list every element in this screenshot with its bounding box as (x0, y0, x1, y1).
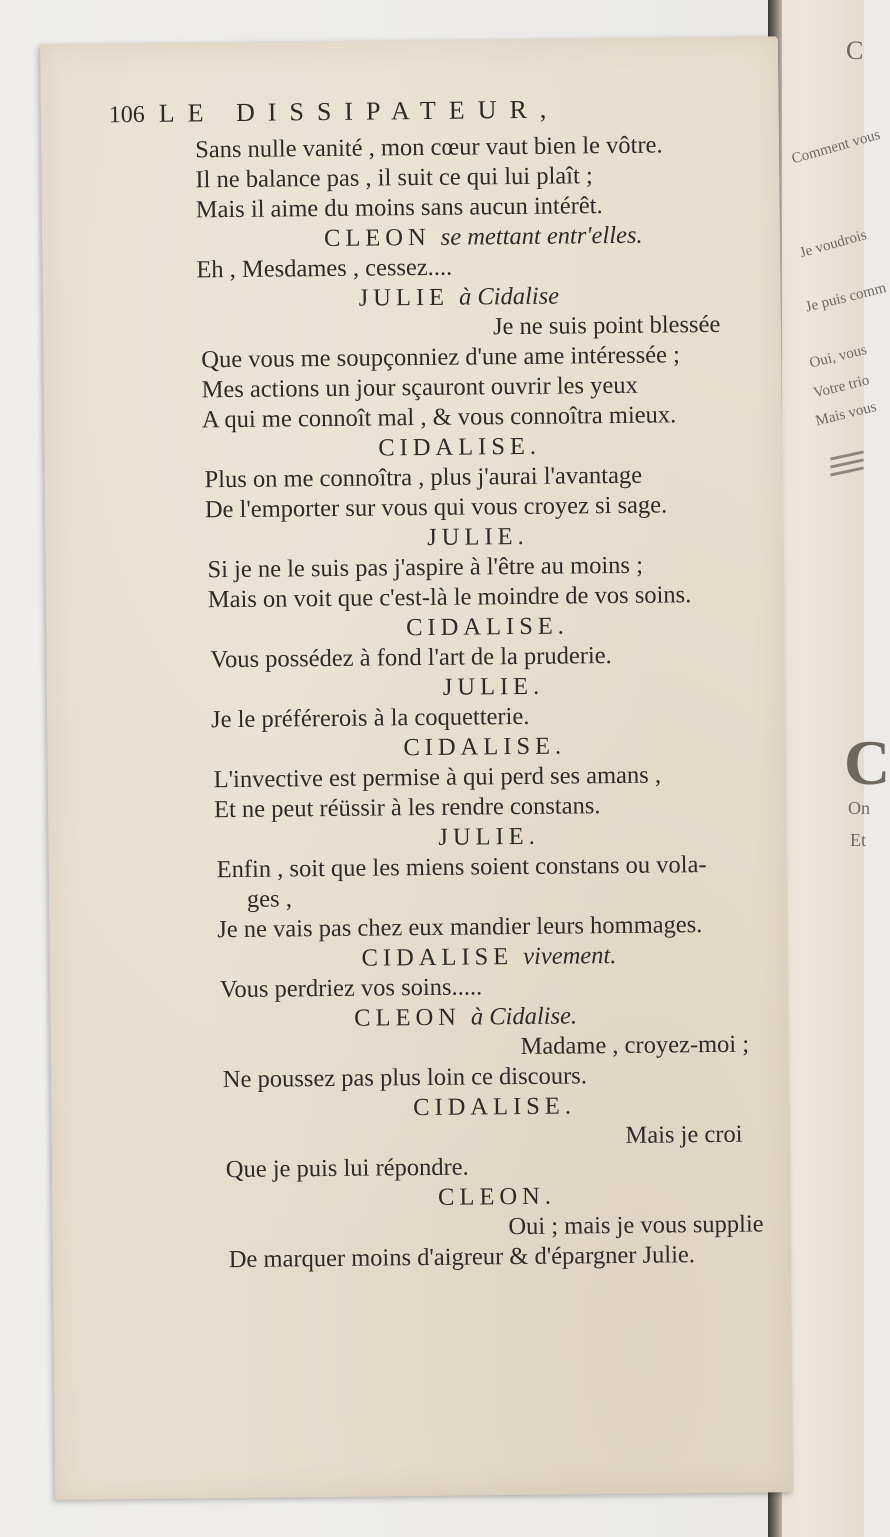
speaker-name: CLEON (354, 1003, 462, 1032)
facing-page-fragment: Mais vous (814, 398, 879, 430)
facing-page-fragment: Je voudrois (798, 227, 869, 262)
running-header (109, 95, 560, 131)
speaker-heading: CIDALISE. (413, 1092, 577, 1122)
verse-line: Eh , Mesdames , cessez.... (196, 253, 453, 284)
verse-line: Si je ne le suis pas j'aspire à l'être au moins ; (207, 551, 644, 584)
verse-line: Mais on voit que c'est-là le moindre de vos soins. (207, 581, 692, 614)
speaker-heading (361, 941, 616, 974)
verse-line: Et ne peut réüssir à les rendre constans. (213, 792, 601, 824)
stage-direction: se mettant entr'elles. (440, 221, 643, 251)
speaker-heading: CIDALISE. (405, 612, 569, 642)
speaker-heading: CIDALISE. (378, 432, 542, 462)
speaker-heading: JULIE. (442, 672, 545, 701)
speaker-heading (354, 1001, 577, 1033)
verse-line: Je le préférerois à la coquetterie. (210, 702, 530, 734)
verse-line: Ne poussez pas plus loin ce discours. (222, 1062, 588, 1094)
stage-direction: vivement. (523, 942, 617, 970)
verse-line: Plus on me connoîtra , plus j'aurai l'avantage (204, 461, 643, 494)
verse-line: Vous perdriez vos soins..... (219, 973, 483, 1004)
verse-line: Mais il aime du moins sans aucun intérêt. (195, 192, 603, 224)
verse-line: Sans nulle vanité , mon cœur vaut bien le vôtre. (194, 131, 663, 164)
speaker-name: CLEON (323, 223, 431, 253)
verse-line: Mais je croi (625, 1120, 743, 1149)
facing-page-fragment: Votre trio (812, 372, 871, 402)
running-title: LE DISSIPATEUR, (158, 94, 560, 128)
verse-line: Que vous me soupçonniez d'une ame intéressée ; (201, 341, 681, 374)
facing-page-fragment: Je puis comm (804, 280, 888, 316)
verse-line: Mes actions un jour sçauront ouvrir les yeux (201, 371, 638, 404)
facing-page-fragment: Oui, vous (808, 341, 869, 372)
speaker-heading: JULIE. (438, 822, 540, 851)
verse-line: Que je puis lui répondre. (225, 1153, 469, 1184)
verse-line: Je ne suis point blessée (492, 310, 721, 341)
verse-line: Il ne balance pas , il suit ce qui lui plaît ; (195, 162, 593, 194)
verse-line: Je ne vais pas chez eux mandier leurs hommages. (217, 911, 703, 944)
speaker-heading: CIDALISE. (403, 732, 567, 762)
speaker-heading: JULIE. (427, 522, 529, 551)
verse-line: Madame , croyez-moi ; (520, 1030, 750, 1061)
verse-line: Oui ; mais je vous supplie (508, 1210, 764, 1241)
facing-page-fragment: Et (850, 830, 866, 850)
stage-direction: à Cidalise. (470, 1002, 578, 1031)
speaker-heading (359, 282, 560, 314)
book-page (40, 36, 793, 1500)
facing-page-fragment: On (848, 798, 870, 818)
speaker-name: CIDALISE (361, 943, 514, 972)
verse-line: A qui me connoît mal , & vous connoîtra mieux. (201, 401, 677, 434)
facing-page-fragment: C (844, 727, 890, 798)
verse-line: L'invective est permise à qui perd ses amans , (213, 761, 662, 794)
speaker-heading: CLEON. (437, 1182, 557, 1211)
ornament-rule (830, 466, 864, 476)
speaker-heading (324, 221, 643, 254)
speaker-name: JULIE (358, 283, 450, 312)
verse-line: Vous possédez à fond l'art de la pruderie. (210, 642, 612, 674)
verse-line: ges , (246, 885, 293, 913)
page-number: 106 (108, 101, 145, 129)
facing-page-fragment: C (846, 36, 864, 65)
stage-direction: à Cidalise (458, 282, 560, 311)
facing-page-fragment: Comment vous (790, 126, 883, 168)
verse-line: De marquer moins d'aigreur & d'épargner Julie. (228, 1241, 696, 1274)
verse-line: De l'emporter sur vous qui vous croyez si sage. (204, 491, 668, 524)
verse-line: Enfin , soit que les miens soient constans ou vola- (216, 851, 707, 884)
